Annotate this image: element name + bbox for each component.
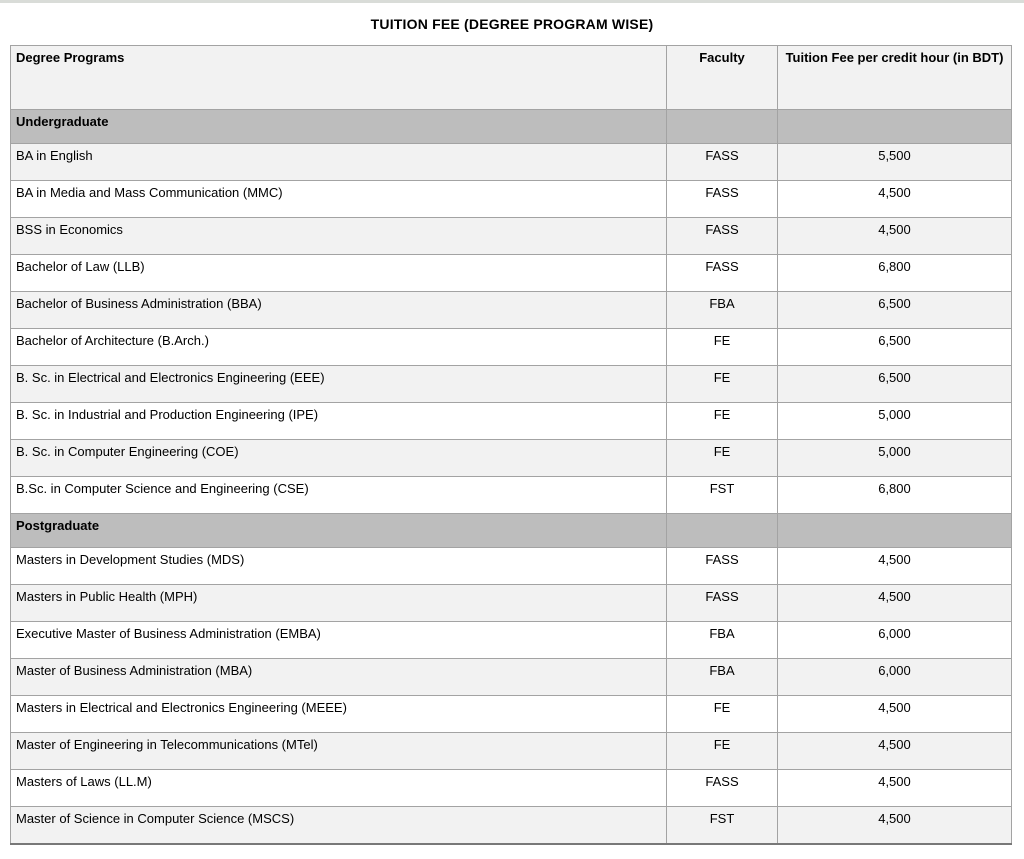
program-cell: Executive Master of Business Administration (EMBA) (11, 622, 667, 659)
fee-cell: 5,500 (778, 144, 1012, 181)
table-row (11, 181, 1012, 218)
faculty-cell: FASS (667, 770, 778, 807)
section-empty-cell (778, 514, 1012, 548)
fee-cell: 4,500 (778, 770, 1012, 807)
program-cell: Masters in Electrical and Electronics Engineering (MEEE) (11, 696, 667, 733)
fee-cell: 4,500 (778, 548, 1012, 585)
section-row-postgraduate (11, 514, 1012, 548)
program-cell: Master of Engineering in Telecommunications (MTel) (11, 733, 667, 770)
fee-cell: 4,500 (778, 696, 1012, 733)
program-cell: B. Sc. in Electrical and Electronics Engineering (EEE) (11, 366, 667, 403)
header-row (11, 46, 1012, 110)
faculty-cell: FASS (667, 548, 778, 585)
column-header-faculty: Faculty (667, 46, 778, 110)
column-header-fee: Tuition Fee per credit hour (in BDT) (778, 46, 1012, 110)
table-row (11, 255, 1012, 292)
faculty-cell: FASS (667, 218, 778, 255)
section-row-undergraduate (11, 110, 1012, 144)
page-title: TUITION FEE (DEGREE PROGRAM WISE) (370, 16, 654, 32)
program-cell: Masters in Development Studies (MDS) (11, 548, 667, 585)
faculty-cell: FE (667, 440, 778, 477)
faculty-cell: FASS (667, 255, 778, 292)
table-row (11, 622, 1012, 659)
fee-cell: 6,000 (778, 622, 1012, 659)
fee-cell: 6,000 (778, 659, 1012, 696)
program-cell: B. Sc. in Industrial and Production Engineering (IPE) (11, 403, 667, 440)
table-row (11, 807, 1012, 845)
table-row (11, 403, 1012, 440)
program-cell: Master of Science in Computer Science (MSCS) (11, 807, 667, 845)
faculty-cell: FBA (667, 622, 778, 659)
fee-cell: 6,800 (778, 477, 1012, 514)
section-empty-cell (667, 514, 778, 548)
fee-cell: 4,500 (778, 733, 1012, 770)
table-row (11, 696, 1012, 733)
program-cell: Master of Business Administration (MBA) (11, 659, 667, 696)
table-row (11, 770, 1012, 807)
faculty-cell: FASS (667, 144, 778, 181)
section-empty-cell (778, 110, 1012, 144)
faculty-cell: FE (667, 696, 778, 733)
program-cell: BA in English (11, 144, 667, 181)
table-row (11, 659, 1012, 696)
table-row (11, 477, 1012, 514)
fee-cell: 5,000 (778, 403, 1012, 440)
faculty-cell: FASS (667, 585, 778, 622)
fee-cell: 5,000 (778, 440, 1012, 477)
faculty-cell: FE (667, 733, 778, 770)
faculty-cell: FST (667, 807, 778, 845)
program-cell: B.Sc. in Computer Science and Engineering (CSE) (11, 477, 667, 514)
column-header-degree-programs: Degree Programs (11, 46, 667, 110)
faculty-cell: FBA (667, 659, 778, 696)
program-cell: BA in Media and Mass Communication (MMC) (11, 181, 667, 218)
fee-cell: 4,500 (778, 585, 1012, 622)
table-row (11, 218, 1012, 255)
section-label: Postgraduate (11, 514, 667, 548)
fee-cell: 6,800 (778, 255, 1012, 292)
faculty-cell: FASS (667, 181, 778, 218)
fee-cell: 6,500 (778, 366, 1012, 403)
fee-cell: 4,500 (778, 218, 1012, 255)
tuition-fee-table (10, 45, 1012, 845)
program-cell: BSS in Economics (11, 218, 667, 255)
table-row (11, 440, 1012, 477)
fee-cell: 6,500 (778, 329, 1012, 366)
program-cell: Masters of Laws (LL.M) (11, 770, 667, 807)
table-row (11, 366, 1012, 403)
program-cell: Masters in Public Health (MPH) (11, 585, 667, 622)
faculty-cell: FST (667, 477, 778, 514)
table-row (11, 585, 1012, 622)
table-row (11, 292, 1012, 329)
faculty-cell: FBA (667, 292, 778, 329)
faculty-cell: FE (667, 366, 778, 403)
table-row (11, 548, 1012, 585)
program-cell: B. Sc. in Computer Engineering (COE) (11, 440, 667, 477)
section-empty-cell (667, 110, 778, 144)
program-cell: Bachelor of Business Administration (BBA) (11, 292, 667, 329)
section-label: Undergraduate (11, 110, 667, 144)
top-strip (0, 0, 1024, 3)
fee-cell: 4,500 (778, 807, 1012, 845)
program-cell: Bachelor of Architecture (B.Arch.) (11, 329, 667, 366)
table-row (11, 733, 1012, 770)
faculty-cell: FE (667, 403, 778, 440)
table-row (11, 329, 1012, 366)
faculty-cell: FE (667, 329, 778, 366)
fee-cell: 4,500 (778, 181, 1012, 218)
fee-cell: 6,500 (778, 292, 1012, 329)
table-row (11, 144, 1012, 181)
program-cell: Bachelor of Law (LLB) (11, 255, 667, 292)
